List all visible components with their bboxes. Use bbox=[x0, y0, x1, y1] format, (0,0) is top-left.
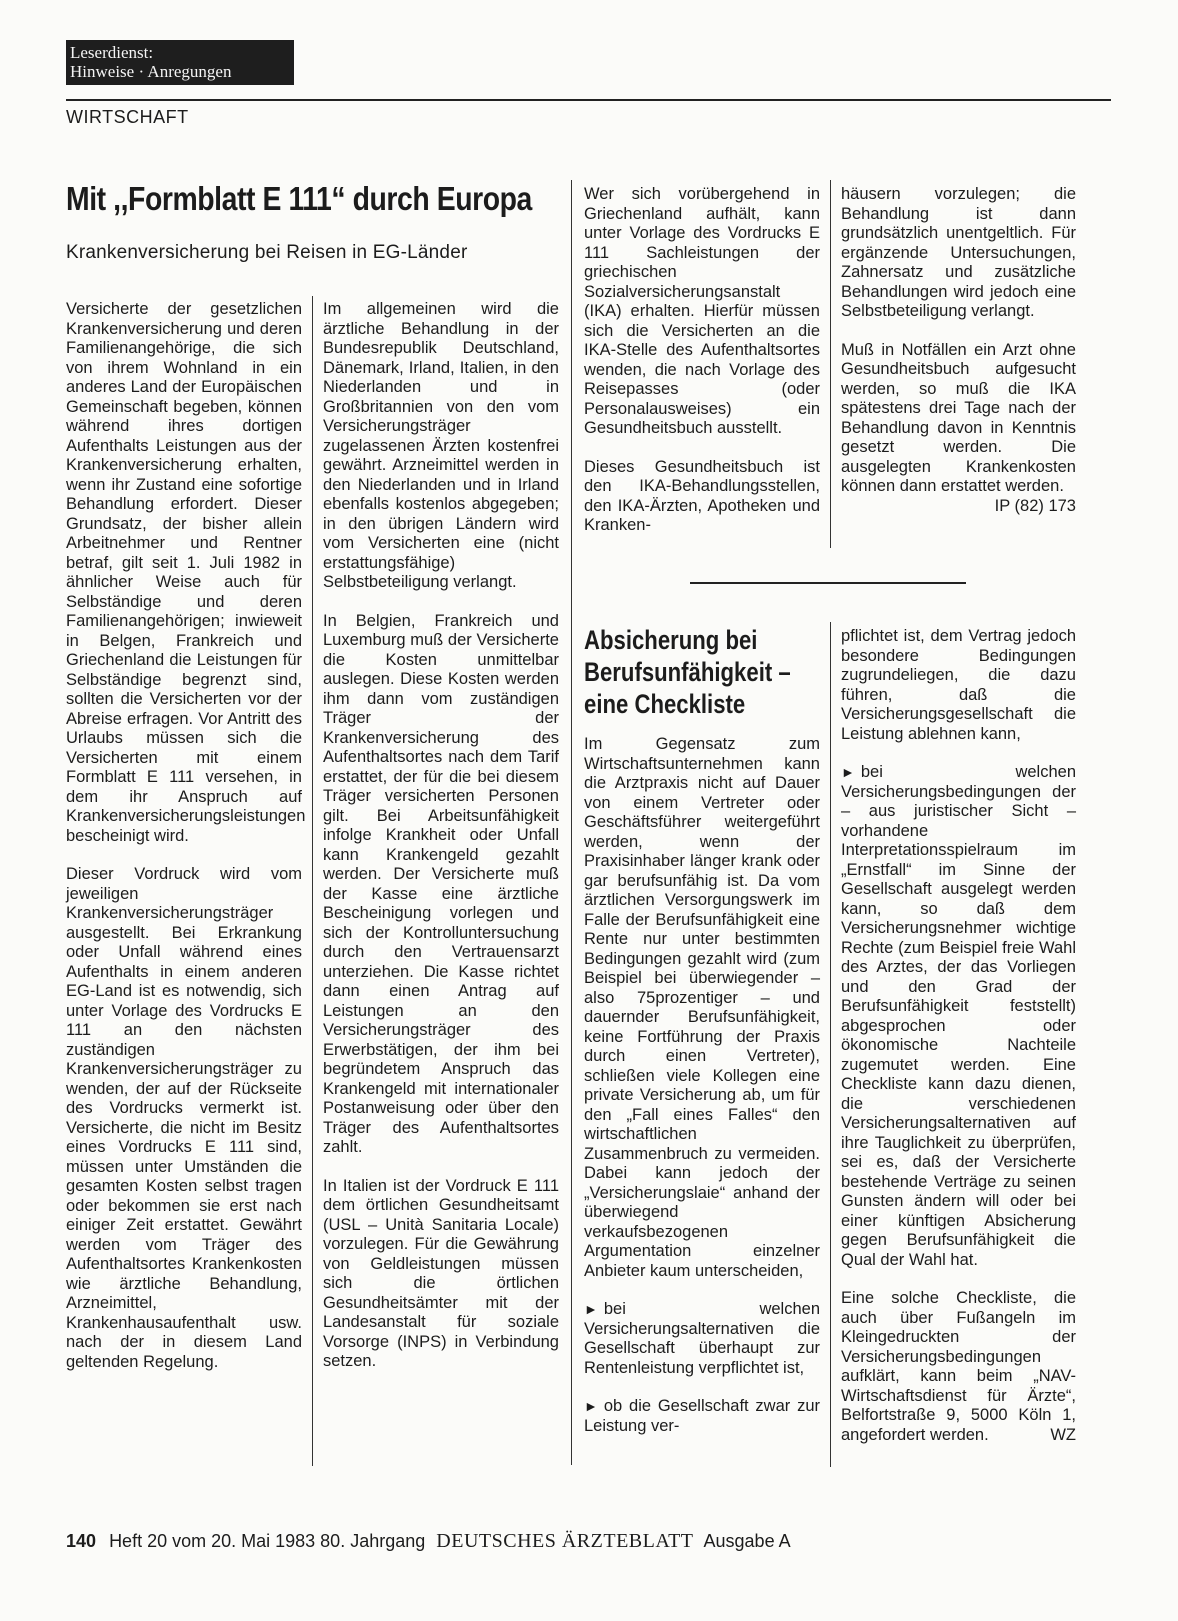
checklist-text: ob die Gesellschaft zwar zur Leistung ver- bbox=[584, 1397, 820, 1435]
signature: WZ bbox=[1050, 1425, 1076, 1444]
paragraph: Im Gegensatz zum Wirtschaftsunternehmen kann die Arztpraxis nicht auf Dauer von einem Vertreter oder Geschäftsführer weitergeführt werden, wenn der Praxisinhaber länger krank oder gar berufsunfähig ist. Da vom ärztlichen Versorgungswerk im Falle der Berufsunfähigkeit eine Rente nur unter bestimmten Bedingungen gezahlt wird (zum Beispiel bei überwiegender – also 75prozentiger – und dauernder Berufsunfähigkeit, keine Fortführung der Praxis durch einen Vertreter), schließen viele Kollegen eine private Versicherung ab, um für den „Fall eines Falles“ den wirtschaftlichen Zusammenbruch zu vermeiden. Dabei kann jedoch der „Versicherungslaie“ anhand der überwiegend verkaufsbezogenen Argumentation einzelner Anbieter kaum unterscheiden, bbox=[584, 735, 820, 1280]
bullet-arrow-icon: ► bbox=[584, 1301, 598, 1317]
bullet-arrow-icon: ► bbox=[841, 764, 855, 780]
leserdienst-line1: Leserdienst: bbox=[70, 43, 154, 62]
issue-info: Heft 20 vom 20. Mai 1983 80. Jahrgang bbox=[109, 1531, 426, 1551]
article-title: Mit ,,Formblatt E 111“ durch Europa bbox=[66, 180, 532, 217]
article2-column-1 bbox=[584, 735, 820, 1436]
journal-name: DEUTSCHES ÄRZTEBLATT bbox=[436, 1530, 694, 1552]
paragraph-text: Eine solche Checkliste, die auch über Fußangeln im Kleingedruckten der Versicherungsbedingungen aufklärt, kann beim „NAV-Wirtschaftsdienst für Ärzte“, Belfortstraße 9, 5000 Köln 1, angefordert werden. bbox=[841, 1289, 1076, 1444]
checklist-item bbox=[584, 1397, 820, 1436]
edition: Ausgabe A bbox=[703, 1531, 791, 1551]
article2-column-2 bbox=[841, 627, 1076, 1445]
paragraph: Dieser Vordruck wird vom jeweiligen Krankenversicherungsträger ausgestellt. Bei Erkrankung oder Unfall während eines Aufenthalts in einem anderen EG-Land ist es notwendig, sich unter Vorlage des Vordrucks E 111 an den nächsten zuständigen Krankenversicherungsträger zu wenden, der auf der Rückseite des Vordrucks vermerkt ist. Versicherte, die nicht im Besitz eines Vordrucks E 111 sind, müssen unter Umständen die gesamten Kosten selbst tragen oder bekommen sie erst nach einiger Zeit erstattet. Gewährt werden vom Träger des Aufenthaltsortes Krankenkosten wie ärztliche Behandlung, Arzneimittel, Krankenhausaufenthalt usw. nach der in diesem Land geltenden Regelung. bbox=[66, 865, 302, 1371]
page-footer bbox=[66, 1530, 791, 1553]
article-column-1 bbox=[66, 300, 306, 1372]
top-rule bbox=[66, 99, 1111, 101]
section-label: WIRTSCHAFT bbox=[66, 107, 189, 127]
page-number: 140 bbox=[66, 1531, 97, 1551]
paragraph bbox=[841, 1289, 1076, 1445]
article-column-2 bbox=[323, 300, 559, 1372]
checklist-item bbox=[841, 763, 1076, 1270]
article-subtitle: Krankenversicherung bei Reisen in EG-Länder bbox=[66, 242, 468, 263]
column-divider bbox=[312, 296, 313, 1466]
column-divider bbox=[830, 622, 831, 1467]
bullet-arrow-icon: ► bbox=[584, 1398, 598, 1414]
article-title-2: Absicherung bei Berufsunfähigkeit – eine Checkliste bbox=[584, 625, 791, 719]
checklist-text: bei welchen Versicherungsalternativen die Gesellschaft überhaupt zur Rentenleistung verpflichtet ist, bbox=[584, 1300, 820, 1377]
column-divider bbox=[571, 180, 572, 1465]
signature: IP (82) 173 bbox=[994, 496, 1076, 515]
paragraph: In Italien ist der Vordruck E 111 dem örtlichen Gesundheitsamt (USL – Unità Sanitaria Locale) vorzulegen. Für die Gewährung von Geldleistungen müssen sich die örtlichen Gesundheitsämter mit der Landesanstalt für soziale Vorsorge (INPS) in Verbindung setzen. bbox=[323, 1176, 559, 1370]
paragraph-text: Muß in Notfällen ein Arzt ohne Gesundheitsbuch aufgesucht werden, so muß die IKA spätestens drei Tage nach der Behandlung davon in Kenntnis gesetzt werden. Die ausgelegten Krankenkosten können dann erstattet werden. bbox=[841, 340, 1076, 495]
article-separator bbox=[690, 582, 966, 584]
paragraph: Im allgemeinen wird die ärztliche Behandlung in der Bundesrepublik Deutschland, Dänemark, Irland, Italien, in den Niederlanden und in Großbritannien von den vom Versicherungsträger zugelassenen Ärzten kostenfrei gewährt. Arzneimittel werden in den Niederlanden und in Irland ebenfalls kostenlos abgegeben; in den übrigen Ländern wird vom Versicherten eine (nicht erstattungsfähige) Selbstbeteiligung verlangt. bbox=[323, 300, 559, 591]
paragraph: Dieses Gesundheitsbuch ist den IKA-Behandlungsstellen, den IKA-Ärzten, Apotheken und Kranken- bbox=[584, 457, 820, 534]
article-column-4 bbox=[841, 185, 1076, 516]
leserdienst-label bbox=[66, 40, 294, 85]
paragraph: Versicherte der gesetzlichen Krankenversicherung und deren Familienangehörige, die sich von ihrem Wohnland in ein anderes Land der Europäischen Gemeinschaft begeben, können während ihres dortigen Aufenthalts Leistungen aus der Krankenversicherung erhalten, wenn ihr Zustand eine sofortige Behandlung erfordert. Dieser Grundsatz, der bisher allein Arbeitnehmer und Rentner betraf, gilt seit 1. Juli 1982 in ähnlicher Weise auch für Selbständige und deren Familienangehörigen; inwieweit in Belgen, Frankreich und Griechenland die Leistungen für Selbständige begrenzt sind, sollten die Versicherten vor der Abreise erfragen. Vor Antritt des Urlaubs müssen sich die Versicherten mit einem Formblatt E 111 versehen, in dem ihr Anspruch auf Krankenversicherungsleistungen bescheinigt wird. bbox=[66, 300, 306, 845]
column-divider bbox=[830, 180, 831, 548]
article-column-3 bbox=[584, 185, 820, 536]
checklist-text: bei welchen Versicherungsbedingungen der – aus juristischer Sicht – vorhandene Interpretationsspielraum im „Ernstfall“ im Sinne der Gesellschaft ausgelegt werden kann, so daß dem Versicherungsnehmer wichtige Rechte (zum Beispiel freie Wahl des Arztes, der das Vorliegen und den Grad der Berufsunfähigkeit feststellt) abgesprochen oder ökonomische Nachteile zugemutet werden. Eine Checkliste kann dazu dienen, die verschiedenen Versicherungsalternativen auf ihre Tauglichkeit zu überprüfen, sei es, daß der Versicherte bestehende Verträge zu seinen Gunsten ändern will oder bei einer künftigen Absicherung gegen Berufsunfähigkeit die Qual der Wahl hat. bbox=[841, 763, 1076, 1269]
paragraph: pflichtet ist, dem Vertrag jedoch besondere Bedingungen zugrundeliegen, die dazu führen, daß die Versicherungsgesellschaft die Leistung ablehnen kann, bbox=[841, 627, 1076, 743]
paragraph: häusern vorzulegen; die Behandlung ist dann grundsätzlich unentgeltlich. Für ergänzende Untersuchungen, Zahnersatz und zusätzliche Behandlungen wird jedoch eine Selbstbeteiligung verlangt. bbox=[841, 185, 1076, 320]
leserdienst-line2: Hinweise · Anregungen bbox=[70, 62, 232, 81]
paragraph: In Belgien, Frankreich und Luxemburg muß der Versicherte die Kosten unmittelbar auslegen. Diese Kosten werden ihm dann vom zuständigen Träger der Krankenversicherung des Aufenthaltsortes nach dem Tarif erstattet, der für die bei diesem Träger versicherten Personen gilt. Bei Arbeitsunfähigkeit infolge Krankheit oder Unfall kann Krankengeld gezahlt werden. Der Versicherte muß der Kasse eine ärztliche Bescheinigung vorlegen und sich der Kontrolluntersuchung durch den Vertrauensarzt unterziehen. Die Kasse richtet dann einen Antrag auf Leistungen an den Versicherungsträger des Erwerbstätigen, der ihm bei begründetem Anspruch das Krankengeld mit internationaler Postanweisung oder über den Träger des Aufenthaltsortes zahlt. bbox=[323, 611, 559, 1156]
paragraph: Wer sich vorübergehend in Griechenland aufhält, kann unter Vorlage des Vordrucks E 111 Sachleistungen der griechischen Sozialversicherungsanstalt (IKA) erhalten. Hierfür müssen sich die Versicherten an die IKA-Stelle des Aufenthaltsortes wenden, die nach Vorlage des Reisepasses (oder Personalausweises) ein Gesundheitsbuch ausstellt. bbox=[584, 185, 820, 437]
checklist-item bbox=[584, 1300, 820, 1378]
paragraph bbox=[841, 340, 1076, 515]
